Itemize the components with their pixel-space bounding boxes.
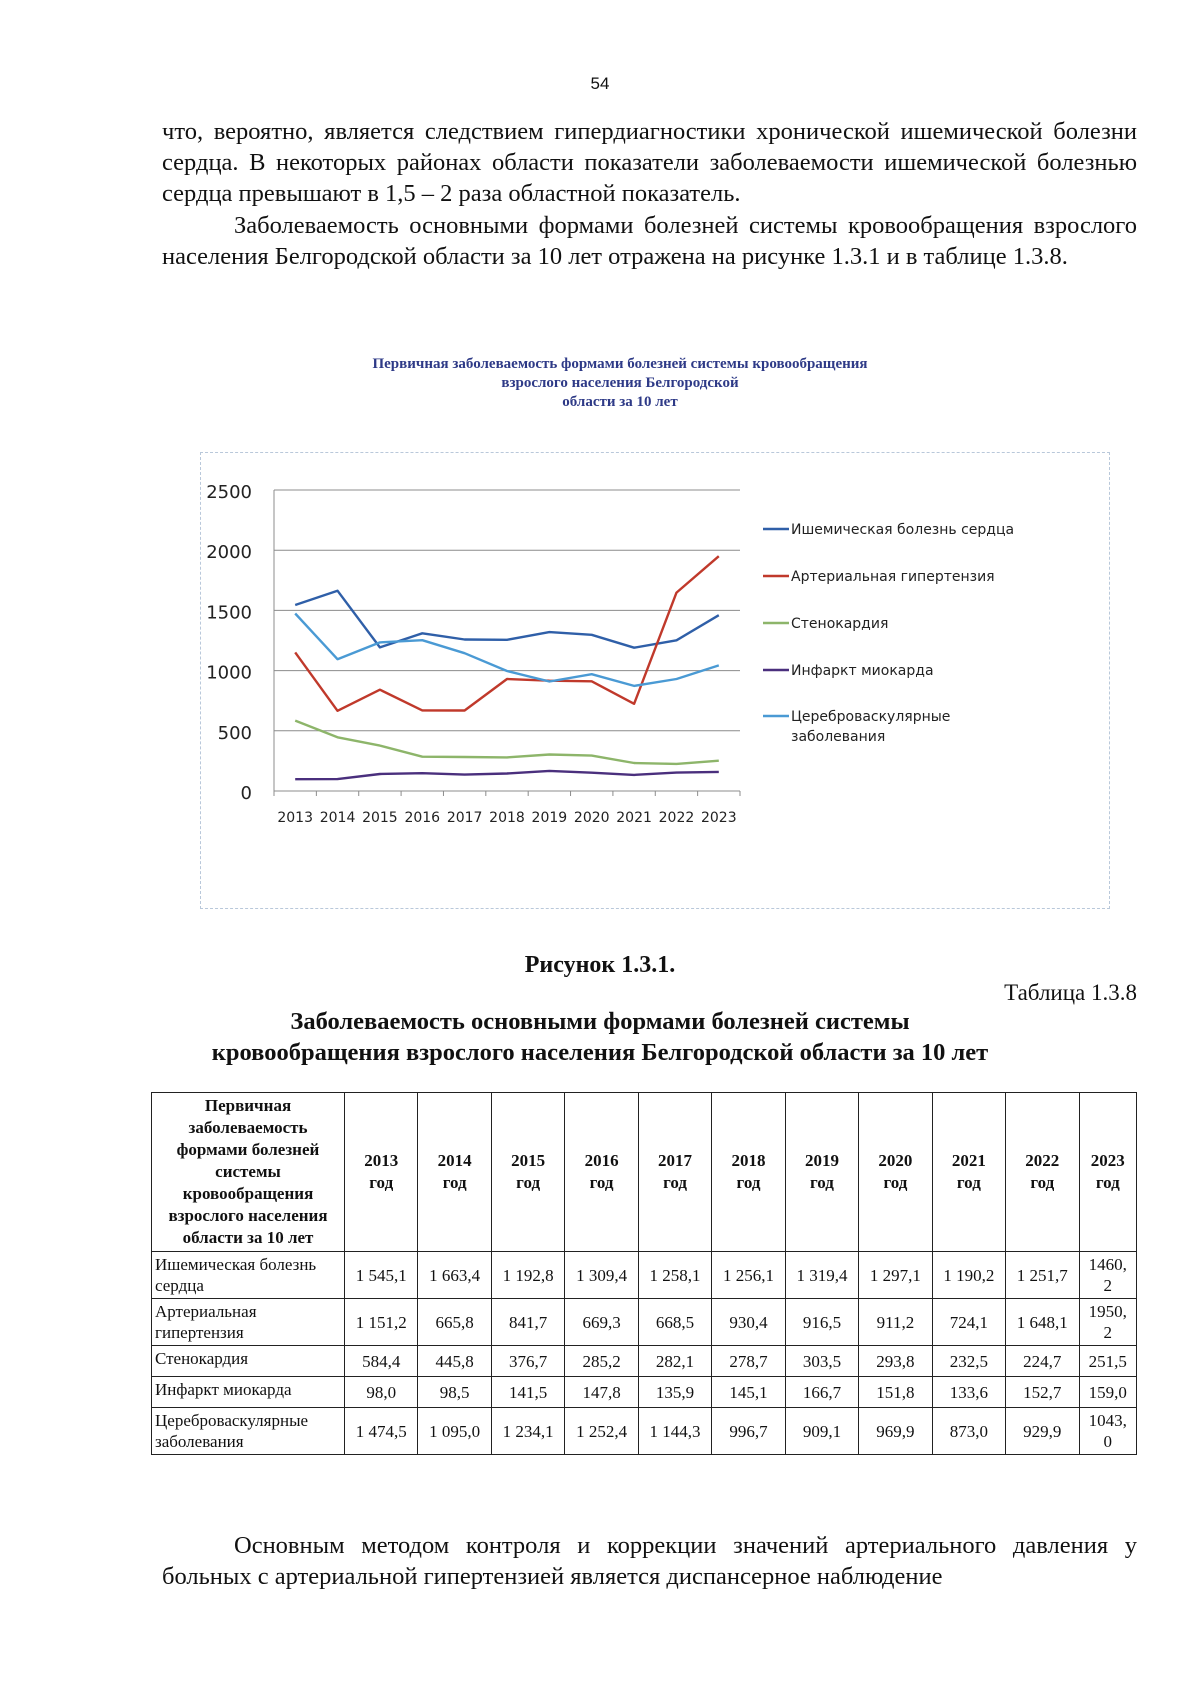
x-tick-label: 2016: [404, 810, 441, 826]
x-tick-label: 2020: [573, 810, 610, 826]
table-header-year-suffix: год: [809, 1173, 834, 1192]
table-title-line: Заболеваемость основными формами болезней системы: [290, 1008, 910, 1035]
table-header-year-suffix: год: [516, 1173, 541, 1192]
table-header-year: [345, 1093, 418, 1252]
table-header-year: [418, 1093, 491, 1252]
table-row: [152, 1299, 1137, 1346]
table-cell: 1 297,1: [859, 1252, 932, 1299]
table-header-year-number: 2018: [731, 1151, 766, 1170]
y-tick-label: 1500: [206, 602, 252, 624]
table-header-year: [491, 1093, 564, 1252]
table-cell: 285,2: [565, 1346, 638, 1377]
legend-label: Ишемическая болезнь сердца: [791, 522, 1015, 538]
table-row: [152, 1346, 1137, 1377]
table-cell: 278,7: [712, 1346, 785, 1377]
table-cell: 665,8: [418, 1299, 491, 1346]
table-cell: 1 192,8: [491, 1252, 564, 1299]
table-row-label: Инфаркт миокарда: [152, 1377, 345, 1408]
table-header-year-suffix: год: [442, 1173, 467, 1192]
table-header-year-suffix: год: [369, 1173, 394, 1192]
table-cell: 584,4: [345, 1346, 418, 1377]
paragraph-intro: что, вероятно, является следствием гипердиагностики хронической ишемической болезни сердца. В некоторых районах области показатели заболеваемости ишемической болезнью сердца превышают в 1,5 – 2 раза областной показатель.: [162, 118, 1137, 207]
table-header-year-number: 2022: [1025, 1151, 1060, 1170]
table-header-year-number: 2019: [804, 1151, 839, 1170]
table-header-year-suffix: год: [1030, 1173, 1055, 1192]
x-tick-label: 2023: [700, 810, 737, 826]
page-number: 54: [590, 74, 610, 93]
table-cell: 841,7: [491, 1299, 564, 1346]
table-cell: 1 252,4: [565, 1408, 638, 1455]
table-header-indicator: Первичная заболеваемость формами болезней системы кровообращения взрослого населения области за 10 лет: [152, 1093, 345, 1252]
table-cell: 1 319,4: [785, 1252, 858, 1299]
table-cell: 141,5: [491, 1377, 564, 1408]
table-cell: 151,8: [859, 1377, 932, 1408]
table-row: [152, 1377, 1137, 1408]
x-tick-label: 2015: [362, 810, 398, 826]
table-row: [152, 1252, 1137, 1299]
series-line-3: [295, 721, 719, 764]
y-tick-label: 0: [240, 783, 252, 804]
table-cell: 1 309,4: [565, 1252, 638, 1299]
chart-title-line: взрослого населения Белгородской: [501, 375, 739, 391]
table-cell: 1 663,4: [418, 1252, 491, 1299]
table-header-year: [785, 1093, 858, 1252]
table-header-year: [638, 1093, 711, 1252]
table-cell: 224,7: [1006, 1346, 1079, 1377]
incidence-table: [151, 1092, 1137, 1455]
y-tick-label: 2500: [206, 482, 252, 503]
table-header-year-suffix: год: [883, 1173, 908, 1192]
table-header-year-suffix: год: [736, 1173, 761, 1192]
table-cell: 930,4: [712, 1299, 785, 1346]
table-cell: 929,9: [1006, 1408, 1079, 1455]
table-cell: 909,1: [785, 1408, 858, 1455]
x-tick-label: 2014: [319, 810, 356, 826]
table-cell: 98,5: [418, 1377, 491, 1408]
table-cell: 445,8: [418, 1346, 491, 1377]
table-header-year: [1079, 1093, 1136, 1252]
table-header-year-number: 2013: [364, 1151, 399, 1170]
table-cell: 969,9: [859, 1408, 932, 1455]
legend-label: Цереброваскулярные заболевания: [791, 709, 951, 745]
table-header-year-suffix: год: [589, 1173, 614, 1192]
line-chart: [200, 452, 1108, 907]
table-cell: 1 151,2: [345, 1299, 418, 1346]
table-row-label: Стенокардия: [152, 1346, 345, 1377]
table-header-year: [932, 1093, 1005, 1252]
table-cell: 1043, 0: [1079, 1408, 1136, 1455]
table-cell: 135,9: [638, 1377, 711, 1408]
legend-label: Стенокардия: [791, 616, 889, 632]
table-header-year: [1006, 1093, 1079, 1252]
legend-label: Инфаркт миокарда: [791, 663, 934, 679]
table-header-row: [152, 1093, 1137, 1252]
table-cell: 668,5: [638, 1299, 711, 1346]
table-header-year-number: 2016: [584, 1151, 619, 1170]
table-cell: 1 095,0: [418, 1408, 491, 1455]
x-tick-label: 2017: [446, 810, 483, 826]
y-tick-label: 500: [217, 722, 252, 744]
table-cell: 293,8: [859, 1346, 932, 1377]
x-tick-label: 2013: [277, 810, 314, 826]
table-cell: 133,6: [932, 1377, 1005, 1408]
x-tick-label: 2022: [658, 810, 695, 826]
chart-title-line: области за 10 лет: [562, 394, 678, 410]
table-cell: 376,7: [491, 1346, 564, 1377]
table-cell: 166,7: [785, 1377, 858, 1408]
x-tick-label: 2019: [531, 810, 568, 826]
table-cell: 1 190,2: [932, 1252, 1005, 1299]
table-cell: 159,0: [1079, 1377, 1136, 1408]
paragraph-figure-reference: Заболеваемость основными формами болезней системы кровообращения взрослого населения Белгородской области за 10 лет отражена на рисунке 1.3.1 и в таблице 1.3.8.: [162, 212, 1137, 270]
table-label: Таблица 1.3.8: [1004, 980, 1137, 1005]
table-title: [0, 1006, 1200, 1068]
table-header-year-number: 2014: [437, 1151, 472, 1170]
table-cell: 1 144,3: [638, 1408, 711, 1455]
table-cell: 1 648,1: [1006, 1299, 1079, 1346]
table-cell: 152,7: [1006, 1377, 1079, 1408]
table-cell: 1 234,1: [491, 1408, 564, 1455]
chart-title: [260, 355, 980, 412]
table-header-year-number: 2017: [658, 1151, 693, 1170]
table-header-year: [859, 1093, 932, 1252]
figure-caption: Рисунок 1.3.1.: [524, 952, 676, 978]
table-cell: 911,2: [859, 1299, 932, 1346]
y-tick-label: 2000: [206, 542, 252, 564]
table-row: [152, 1408, 1137, 1455]
x-tick-label: 2021: [616, 810, 652, 826]
table-row-label: Артериальная гипертензия: [152, 1299, 345, 1346]
table-row-label: Ишемическая болезнь сердца: [152, 1252, 345, 1299]
series-line-4: [295, 771, 719, 779]
chart-title-line: Первичная заболеваемость формами болезней системы кровообращения: [372, 356, 868, 372]
table-header-year: [565, 1093, 638, 1252]
table-cell: 303,5: [785, 1346, 858, 1377]
table-cell: 1 256,1: [712, 1252, 785, 1299]
table-header-year: [712, 1093, 785, 1252]
table-header-year-suffix: год: [663, 1173, 687, 1192]
table-cell: 724,1: [932, 1299, 1005, 1346]
table-header-year-suffix: год: [1095, 1173, 1120, 1192]
paragraph-conclusion: Основным методом контроля и коррекции значений артериального давления у больных с артериальной гипертензией является диспансерное наблюдение: [162, 1532, 1137, 1590]
y-tick-label: 1000: [206, 662, 252, 684]
table-cell: 996,7: [712, 1408, 785, 1455]
table-cell: 147,8: [565, 1377, 638, 1408]
table-title-line: кровообращения взрослого населения Белгородской области за 10 лет: [211, 1039, 989, 1066]
table-cell: 873,0: [932, 1408, 1005, 1455]
table-header-year-number: 2020: [878, 1151, 913, 1170]
series-line-2: [295, 556, 719, 711]
table-cell: 1 251,7: [1006, 1252, 1079, 1299]
table-header-year-suffix: год: [956, 1173, 981, 1192]
legend-label: Артериальная гипертензия: [791, 569, 995, 585]
table-cell: 1 258,1: [638, 1252, 711, 1299]
table-cell: 282,1: [638, 1346, 711, 1377]
table-cell: 98,0: [345, 1377, 418, 1408]
table-header-year-number: 2023: [1090, 1151, 1125, 1170]
table-cell: 251,5: [1079, 1346, 1136, 1377]
table-cell: 145,1: [712, 1377, 785, 1408]
table-cell: 1 545,1: [345, 1252, 418, 1299]
table-cell: 1950, 2: [1079, 1299, 1136, 1346]
table-header-year-number: 2015: [511, 1151, 546, 1170]
table-cell: 669,3: [565, 1299, 638, 1346]
table-header-year-number: 2021: [951, 1151, 986, 1170]
table-cell: 916,5: [785, 1299, 858, 1346]
table-cell: 1 474,5: [345, 1408, 418, 1455]
table-cell: 232,5: [932, 1346, 1005, 1377]
x-tick-label: 2018: [489, 810, 525, 826]
series-line-1: [295, 591, 719, 648]
table-cell: 1460, 2: [1079, 1252, 1136, 1299]
table-row-label: Цереброваскулярные заболевания: [152, 1408, 345, 1455]
